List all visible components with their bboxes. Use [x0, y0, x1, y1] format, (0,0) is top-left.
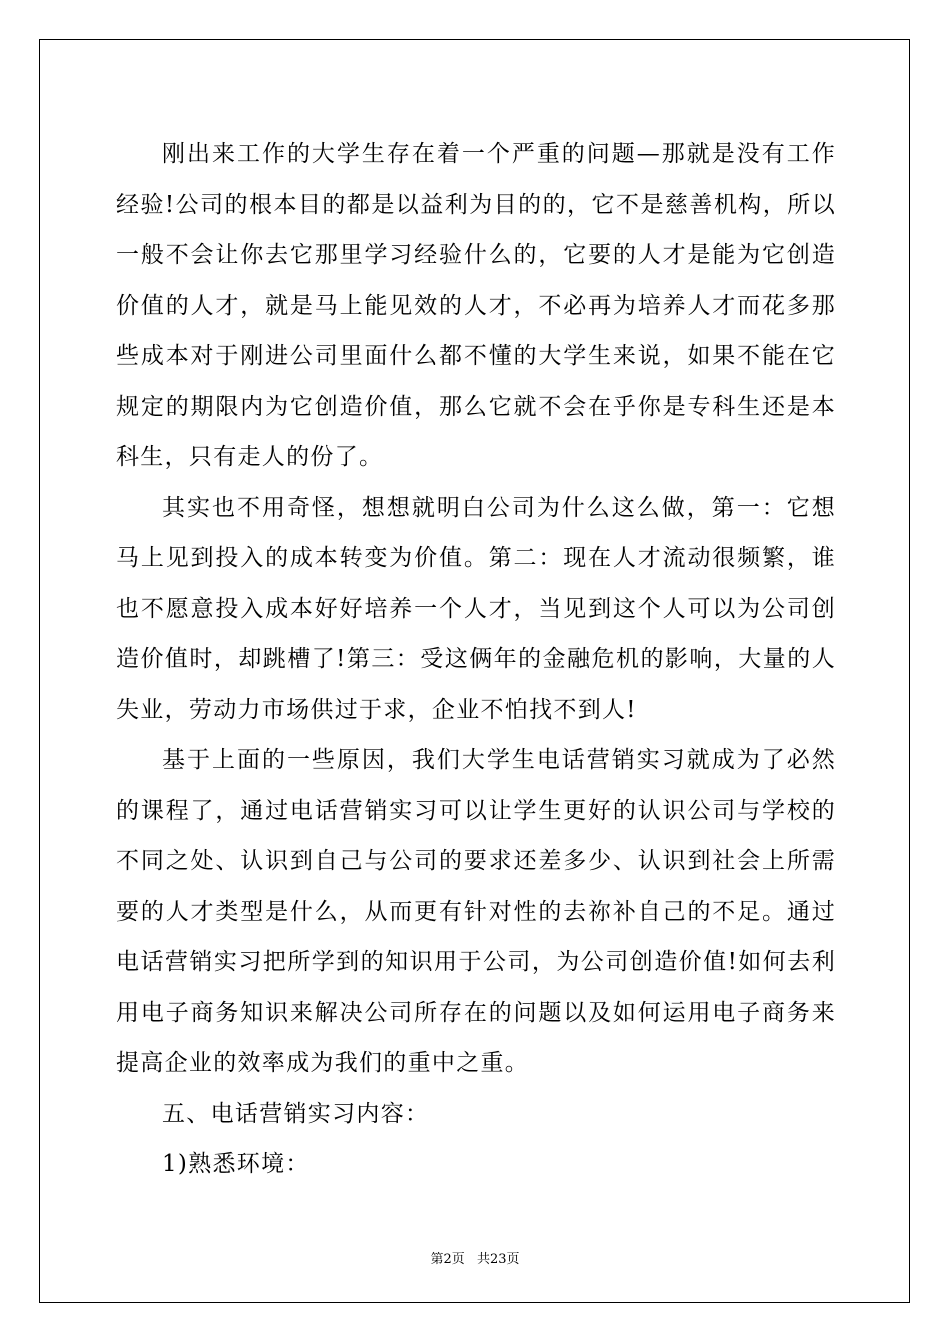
page-number: 第2页 — [430, 1252, 465, 1267]
document-body — [116, 129, 836, 1190]
list-item-1: 1)熟悉环境： — [162, 1151, 310, 1177]
page-footer — [0, 1248, 950, 1267]
paragraph-1: 刚出来工作的大学生存在着一个严重的问题—那就是没有工作经验!公司的根本目的都是以益利为目的的，它不是慈善机构，所以一般不会让你去它那里学习经验什么的，它要的人才是能为它创造价值的人才，就是马上能见效的人才，不必再为培养人才而花多那些成本对于刚进公司里面什么都不懂的大学生来说，如果不能在它规定的期限内为它创造价值，那么它就不会在乎你是专科生还是本科生，只有走人的份了。 — [116, 141, 836, 470]
section-heading: 五、电话营销实习内容： — [162, 1100, 430, 1127]
page-total: 共23页 — [476, 1252, 520, 1267]
paragraph-2: 其实也不用奇怪，想想就明白公司为什么这么做，第一：它想马上见到投入的成本转变为价值。第二：现在人才流动很频繁，谁也不愿意投入成本好好培养一个人才，当见到这个人可以为公司创造价值时，却跳槽了!第三：受这俩年的金融危机的影响，大量的人失业，劳动力市场供过于求，企业不怕找不到人! — [116, 494, 836, 723]
paragraph-3: 基于上面的一些原因，我们大学生电话营销实习就成为了必然的课程了，通过电话营销实习可以让学生更好的认识公司与学校的不同之处、认识到自己与公司的要求还差多少、认识到社会上所需要的人才类型是什么，从而更有针对性的去祢补自己的不足。通过电话营销实习把所学到的知识用于公司，为公司创造价值!如何去利用电子商务知识来解决公司所存在的问题以及如何运用电子商务来提高企业的效率成为我们的重中之重。 — [116, 747, 836, 1076]
